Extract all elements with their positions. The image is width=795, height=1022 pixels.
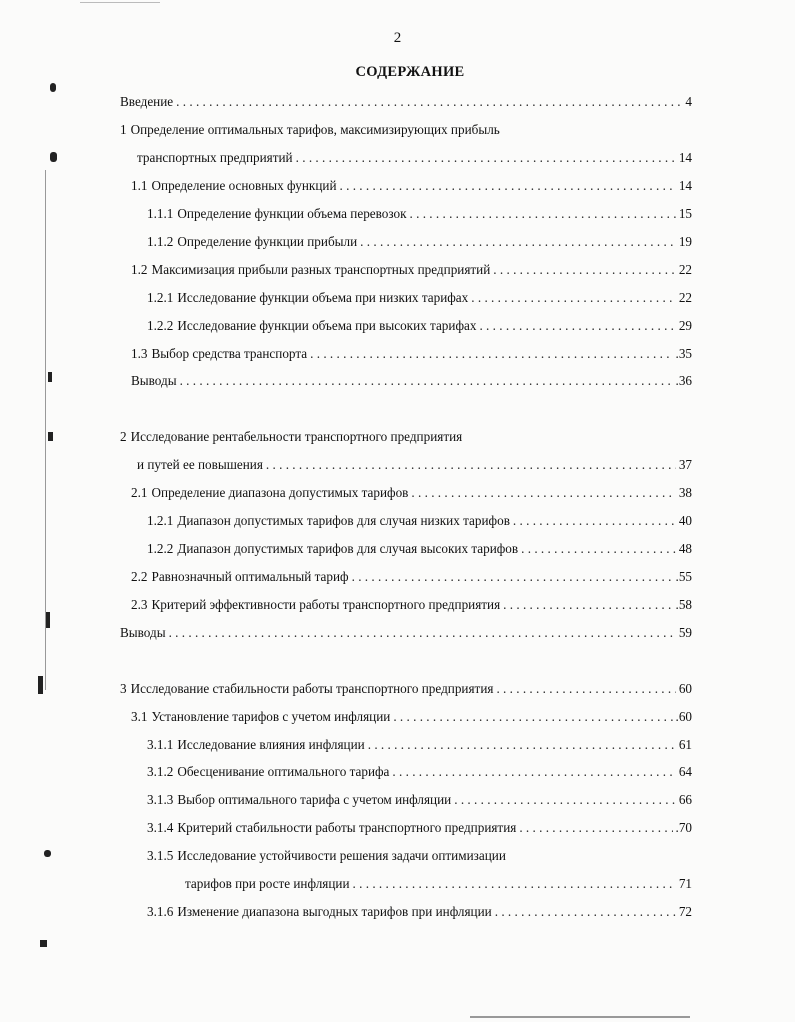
- toc-page-number: 14: [678, 178, 692, 193]
- scan-artifact-mark: [48, 432, 53, 441]
- toc-entry-text: Определение диапазона допустимых тарифов: [151, 485, 409, 500]
- toc-page-number: 66: [678, 792, 692, 807]
- toc-entry[interactable]: [131, 596, 692, 614]
- toc-page-number: 38: [678, 485, 692, 500]
- leader-dots: [410, 205, 676, 223]
- toc-entry-text: Критерий эффективности работы транспортного предприятия: [151, 597, 501, 612]
- toc-entry-number: 2.2: [131, 569, 148, 584]
- toc-entry-text: Исследование функции объема при высоких тарифах: [177, 318, 477, 333]
- toc-page-number: 15: [678, 206, 692, 221]
- toc-entry-number: 1: [120, 122, 127, 137]
- toc-entry-text: Выводы: [131, 373, 177, 388]
- toc-page-number: .58: [675, 597, 692, 612]
- toc-entry-text: Определение основных функций: [151, 178, 337, 193]
- toc-page-number: 14: [678, 150, 692, 165]
- toc-entry-text-continued: и путей ее повышения: [137, 457, 263, 472]
- toc-entry[interactable]: [137, 149, 692, 167]
- leader-dots: [353, 875, 676, 893]
- toc-entry-text-continued: тарифов при росте инфляции: [185, 876, 350, 891]
- toc-entry-number: 3.1.4: [147, 820, 174, 835]
- scan-artifact-mark: [50, 83, 56, 92]
- leader-dots: [393, 708, 672, 726]
- toc-page-number: 71: [678, 876, 692, 891]
- toc-entry-text: Исследование влияния инфляции: [177, 737, 365, 752]
- leader-dots: [496, 680, 675, 698]
- toc-entry[interactable]: [147, 903, 692, 921]
- leader-dots: [503, 596, 672, 614]
- leader-dots: [392, 763, 675, 781]
- toc-entry-heading[interactable]: [147, 847, 506, 865]
- scan-artifact-mark: [48, 372, 52, 382]
- toc-entry[interactable]: [147, 233, 692, 251]
- leader-dots: [352, 568, 673, 586]
- toc-entry-number: 2.3: [131, 597, 148, 612]
- scan-artifact-mark: [38, 676, 43, 694]
- toc-page-number: 37: [678, 457, 692, 472]
- leader-dots: [266, 456, 676, 474]
- toc-entry[interactable]: [131, 177, 692, 195]
- toc-entry[interactable]: [131, 568, 692, 586]
- toc-entry-number: 1.2: [131, 262, 148, 277]
- toc-entry-number: 3.1.6: [147, 904, 174, 919]
- toc-entry-number: 1.2.2: [147, 541, 174, 556]
- toc-entry[interactable]: [147, 791, 692, 809]
- toc-entry-text: Определение функции объема перевозок: [177, 206, 407, 221]
- toc-entry[interactable]: [120, 680, 692, 698]
- toc-entry-number: 3: [120, 681, 127, 696]
- toc-entry[interactable]: [147, 317, 692, 335]
- leader-dots: [495, 903, 676, 921]
- toc-page-number: 48: [678, 541, 692, 556]
- toc-entry-text: Исследование функции объема при низких тарифах: [177, 290, 469, 305]
- toc-entry[interactable]: [147, 763, 692, 781]
- page-title: СОДЕРЖАНИЕ: [355, 64, 465, 80]
- toc-page-number: 19: [678, 234, 692, 249]
- toc-entry[interactable]: [120, 93, 692, 111]
- toc-page-number: 4: [685, 94, 692, 109]
- toc-entry[interactable]: [131, 484, 692, 502]
- leader-dots: [169, 624, 676, 642]
- leader-dots: [521, 540, 676, 558]
- toc-entry-text: Выбор средства транспорта: [151, 346, 308, 361]
- toc-entry-number: 2: [120, 429, 127, 444]
- toc-entry-number: 3.1.2: [147, 764, 174, 779]
- toc-page-number: .70: [675, 820, 692, 835]
- toc-entry[interactable]: [185, 875, 692, 893]
- leader-dots: [411, 484, 675, 502]
- toc-page-number: .55: [675, 569, 692, 584]
- toc-entry-number: 2.1: [131, 485, 148, 500]
- toc-entry-text: Максимизация прибыли разных транспортных предприятий: [151, 262, 491, 277]
- toc-entry-text: Выводы: [120, 625, 166, 640]
- toc-entry[interactable]: [137, 456, 692, 474]
- toc-entry[interactable]: [147, 540, 692, 558]
- leader-dots: [454, 791, 676, 809]
- toc-entry-number: 1.1.2: [147, 234, 174, 249]
- toc-page-number: 40: [678, 513, 692, 528]
- leader-dots: [310, 345, 672, 363]
- leader-dots: [513, 512, 676, 530]
- leader-dots: [519, 819, 672, 837]
- toc-page-number: 29: [678, 318, 692, 333]
- toc-page-number: .35: [675, 346, 692, 361]
- toc-entry-text: Изменение диапазона выгодных тарифов при инфляции: [177, 904, 492, 919]
- toc-entry-number: 1.2.1: [147, 513, 174, 528]
- leader-dots: [180, 372, 673, 390]
- toc-entry-text: Определение функции прибыли: [177, 234, 358, 249]
- leader-dots: [368, 736, 676, 754]
- toc-entry[interactable]: [131, 261, 692, 279]
- toc-entry-text: Обесценивание оптимального тарифа: [177, 764, 390, 779]
- toc-entry-text: Исследование устойчивости решения задачи оптимизации: [177, 848, 506, 863]
- scan-artifact-mark: [46, 612, 50, 628]
- toc-entry-text: Критерий стабильности работы транспортного предприятия: [177, 820, 517, 835]
- toc-entry[interactable]: [131, 345, 692, 363]
- scan-artifact-bottom-line: [470, 1016, 690, 1018]
- toc-page-number: 60: [678, 681, 692, 696]
- leader-dots: [176, 93, 682, 111]
- toc-page-number: 22: [678, 290, 692, 305]
- toc-page-number: 72: [678, 904, 692, 919]
- toc-page-number: 64: [678, 764, 692, 779]
- leader-dots: [340, 177, 676, 195]
- toc-entry-text: Введение: [120, 94, 174, 109]
- toc-entry[interactable]: [147, 205, 692, 223]
- toc-page-number: .60: [675, 709, 692, 724]
- toc-entry-text: Исследование рентабельности транспортного предприятия: [130, 429, 463, 444]
- toc-page-number: .36: [675, 373, 692, 388]
- leader-dots: [479, 317, 675, 335]
- toc-entry-number: 3.1.3: [147, 792, 174, 807]
- leader-dots: [471, 289, 676, 307]
- toc-entry-number: 1.1.1: [147, 206, 174, 221]
- toc-entry[interactable]: [131, 708, 692, 726]
- scan-artifact-mark: [44, 850, 51, 857]
- toc-entry-text-continued: транспортных предприятий: [137, 150, 293, 165]
- toc-entry-text: Установление тарифов с учетом инфляции: [151, 709, 391, 724]
- toc-entry-text: Диапазон допустимых тарифов для случая низких тарифов: [177, 513, 510, 528]
- toc-entry-heading[interactable]: [120, 428, 462, 446]
- leader-dots: [493, 261, 676, 279]
- leader-dots: [360, 233, 676, 251]
- toc-entry[interactable]: [147, 819, 692, 837]
- toc-entry-number: 1.1: [131, 178, 148, 193]
- toc-entry-text: Диапазон допустимых тарифов для случая высоких тарифов: [177, 541, 519, 556]
- toc-entry-text: Определение оптимальных тарифов, максимизирующих прибыль: [130, 122, 500, 137]
- toc-entry-text: Выбор оптимального тарифа с учетом инфляции: [177, 792, 452, 807]
- toc-page-number: 22: [678, 262, 692, 277]
- toc-entry-number: 3.1.1: [147, 737, 174, 752]
- leader-dots: [296, 149, 676, 167]
- toc-page-number: 59: [678, 625, 692, 640]
- toc-entry-text: Равнозначный оптимальный тариф: [151, 569, 349, 584]
- scan-artifact-mark: [50, 152, 57, 162]
- toc-entry-number: 1.2.2: [147, 318, 174, 333]
- toc-entry-number: 1.3: [131, 346, 148, 361]
- toc-entry-heading[interactable]: [120, 121, 500, 139]
- toc-entry[interactable]: [147, 289, 692, 307]
- toc-entry[interactable]: [147, 512, 692, 530]
- toc-page-number: 61: [678, 737, 692, 752]
- page-number: 2: [393, 30, 402, 46]
- toc-entry[interactable]: [131, 372, 692, 390]
- toc-entry[interactable]: [147, 736, 692, 754]
- scan-artifact-mark: [40, 940, 47, 947]
- toc-entry[interactable]: [120, 624, 692, 642]
- toc-entry-number: 3.1: [131, 709, 148, 724]
- toc-entry-number: 1.2.1: [147, 290, 174, 305]
- toc-entry-text: Исследование стабильности работы транспортного предприятия: [130, 681, 494, 696]
- toc-entry-number: 3.1.5: [147, 848, 174, 863]
